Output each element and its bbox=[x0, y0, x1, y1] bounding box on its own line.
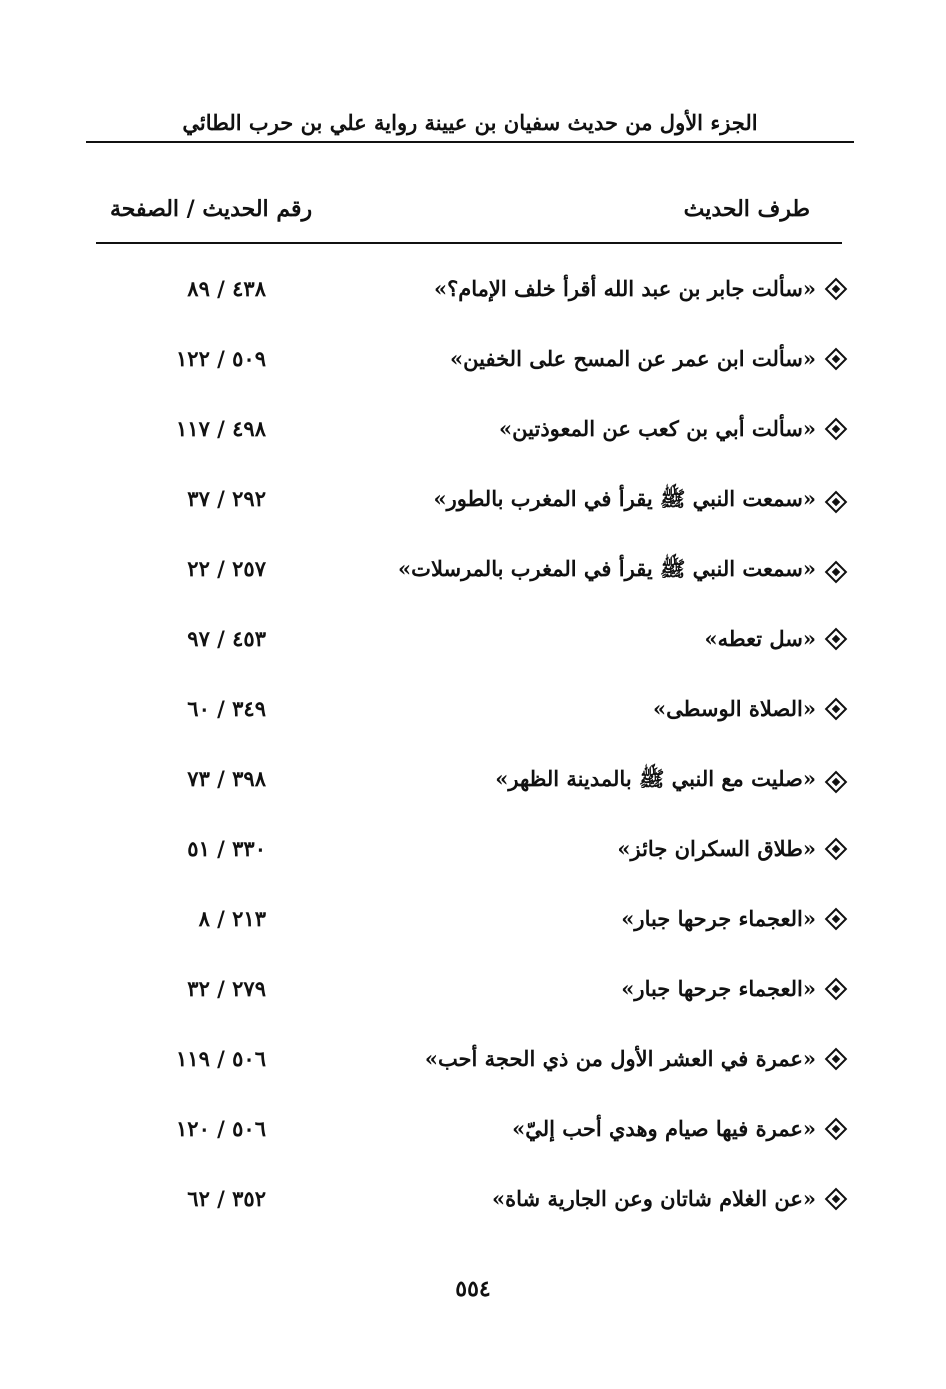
list-item bbox=[96, 1172, 856, 1242]
diamond-bullet-icon bbox=[825, 560, 848, 583]
list-item bbox=[96, 1032, 856, 1102]
hadith-ref: ٢٩٢ / ٣٧ bbox=[187, 486, 266, 511]
hadith-ref: ٣٥٢ / ٦٢ bbox=[187, 1186, 266, 1211]
diamond-bullet-icon bbox=[825, 347, 848, 370]
diamond-bullet-icon bbox=[825, 977, 848, 1000]
list-item bbox=[96, 682, 856, 752]
diamond-bullet-icon bbox=[825, 1117, 848, 1140]
list-item bbox=[96, 612, 856, 682]
hadith-ref: ٢١٣ / ٨ bbox=[198, 906, 266, 931]
hadith-start-text: «عمرة في العشر الأول من ذي الحجة أحب» bbox=[424, 1046, 816, 1071]
list-item bbox=[96, 892, 856, 962]
hadith-start-text: «سل تعطه» bbox=[704, 626, 816, 651]
diamond-bullet-icon bbox=[825, 490, 848, 513]
hadith-start-text: «سألت ابن عمر عن المسح على الخفين» bbox=[450, 346, 816, 371]
index-list bbox=[96, 262, 856, 1242]
list-item bbox=[96, 822, 856, 892]
hadith-start-text: «سألت جابر بن عبد الله أقرأ خلف الإمام؟» bbox=[434, 276, 816, 301]
diamond-bullet-icon bbox=[825, 1187, 848, 1210]
hadith-ref: ٥٠٦ / ١٢٠ bbox=[176, 1116, 266, 1141]
hadith-start-text: «سمعت النبي ﷺ يقرأ في المغرب بالطور» bbox=[433, 486, 816, 511]
hadith-start-text: «العجماء جرحها جبار» bbox=[621, 906, 816, 931]
list-item bbox=[96, 332, 856, 402]
column-header-hadith-start: طرف الحديث bbox=[683, 196, 810, 222]
diamond-bullet-icon bbox=[825, 277, 848, 300]
hadith-start-text: «صليت مع النبي ﷺ بالمدينة الظهر» bbox=[495, 766, 816, 791]
hadith-ref: ٥٠٩ / ١٢٢ bbox=[176, 346, 266, 371]
hadith-ref: ٢٧٩ / ٣٢ bbox=[187, 976, 266, 1001]
list-item bbox=[96, 1102, 856, 1172]
hadith-start-text: «سمعت النبي ﷺ يقرأ في المغرب بالمرسلات» bbox=[398, 556, 816, 581]
diamond-bullet-icon bbox=[825, 697, 848, 720]
page-number: ٥٥٤ bbox=[455, 1276, 491, 1302]
hadith-ref: ٤٣٨ / ٨٩ bbox=[187, 276, 266, 301]
hadith-start-text: «طلاق السكران جائز» bbox=[617, 836, 816, 861]
column-header-number-page: رقم الحديث / الصفحة bbox=[110, 196, 313, 222]
list-item bbox=[96, 542, 856, 612]
hadith-ref: ٣٤٩ / ٦٠ bbox=[187, 696, 266, 721]
list-item bbox=[96, 472, 856, 542]
hadith-start-text: «عمرة فيها صيام وهدي أحب إليّ» bbox=[512, 1116, 816, 1141]
column-headers bbox=[96, 196, 842, 232]
diamond-bullet-icon bbox=[825, 770, 848, 793]
hadith-ref: ٢٥٧ / ٢٢ bbox=[187, 556, 266, 581]
list-item bbox=[96, 752, 856, 822]
hadith-ref: ٥٠٦ / ١١٩ bbox=[176, 1046, 266, 1071]
hadith-start-text: «عن الغلام شاتان وعن الجارية شاة» bbox=[492, 1186, 816, 1211]
list-item bbox=[96, 962, 856, 1032]
list-item bbox=[96, 262, 856, 332]
hadith-ref: ٣٣٠ / ٥١ bbox=[187, 836, 266, 861]
hadith-ref: ٣٩٨ / ٧٣ bbox=[187, 766, 266, 791]
hadith-start-text: «سألت أبي بن كعب عن المعوذتين» bbox=[499, 416, 816, 441]
table-rule bbox=[96, 242, 842, 244]
hadith-start-text: «العجماء جرحها جبار» bbox=[621, 976, 816, 1001]
diamond-bullet-icon bbox=[825, 1047, 848, 1070]
hadith-start-text: «الصلاة الوسطى» bbox=[653, 696, 816, 721]
list-item bbox=[96, 402, 856, 472]
diamond-bullet-icon bbox=[825, 907, 848, 930]
diamond-bullet-icon bbox=[825, 627, 848, 650]
hadith-ref: ٤٩٨ / ١١٧ bbox=[176, 416, 266, 441]
hadith-ref: ٤٥٣ / ٩٧ bbox=[187, 626, 266, 651]
running-header: الجزء الأول من حديث سفيان بن عيينة رواية علي بن حرب الطائي bbox=[182, 110, 758, 135]
header-rule bbox=[86, 141, 854, 143]
diamond-bullet-icon bbox=[825, 837, 848, 860]
diamond-bullet-icon bbox=[825, 417, 848, 440]
